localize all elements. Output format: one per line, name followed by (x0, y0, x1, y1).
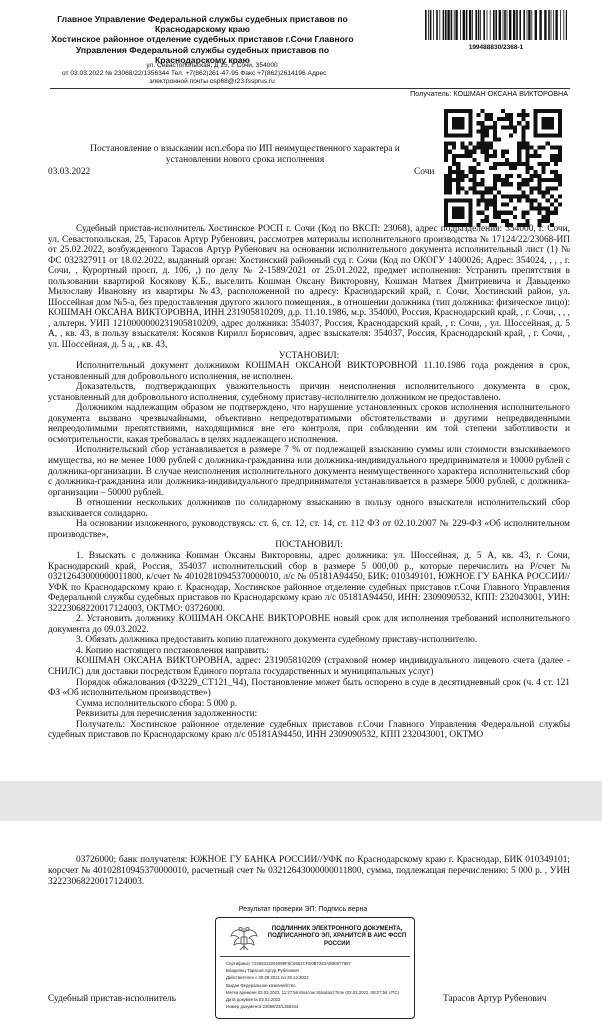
stamp-title: ПОДЛИННИК ЭЛЕКТРОННОГО ДОКУМЕНТА, ПОДПИСАННОГО ЭП, ХРАНИТСЯ В АИС ФССП РОССИИ (267, 926, 407, 947)
org-line: Хостинское районное отделение судебных приставов г.Сочи Главного (51, 34, 354, 45)
organization-header (50, 14, 355, 65)
org-line: Краснодарскому краю (154, 24, 251, 35)
document-city: Сочи (414, 167, 435, 177)
document-title: Постановление о взыскании исп.сбора по ИП неимущественного характера и установлении нового срока исполнения (90, 144, 400, 165)
org-line: Главное Управление Федеральной службы судебных приставов по (57, 14, 348, 24)
resolved-paragraph: Получатель: Хостинское районное отделение судебных приставов г.Сочи Главного Управления Федеральной службы судебных приставов по Краснодарскому краю л/с 05181А94450, ИНН 2309090532, КПП 232043001, ОКТМО (48, 719, 570, 741)
established-paragraph: В отношении нескольких должников по солидарному взысканию в пользу одного взыскателя исполнительский сбор взыскивается солидарно. (48, 498, 570, 519)
signer-name: Тарасов Артур Рубенович (443, 994, 547, 1004)
address-line: электронной почты osp68@r23.fssprus.ru (149, 78, 275, 86)
org-line: Краснодарскому краю (154, 54, 251, 65)
resolved-paragraph: 3. Обязать должника предоставить копию платежного документа судебному приставу-исполнителю. (76, 635, 478, 646)
qr-code-image (444, 109, 562, 227)
established-paragraph: На основании изложенного, руководствуясь: ст. 6, ст. 12, ст. 14, ст. 112 ФЗ от 02.10.2007 № 229-ФЗ «Об исполнительном производстве», (48, 519, 570, 540)
electronic-signature-stamp (215, 917, 415, 1019)
coat-of-arms-icon (228, 924, 260, 954)
established-paragraph: Исполнительный документ должником КОШМАН ОКСАНОЙ ВИКТОРОВНОЙ 11.10.1986 года рождения в срок, установленный для добровольного исполнения, не исполнен. (48, 361, 570, 382)
document-body (48, 224, 570, 741)
resolved-paragraph: Порядок обжалования (Ф3229_СТ121_Ч4), Постановление может быть оспорено в суде в десятидневный срок (ч. 4 ст. 121 ФЗ «Об исполнительном производстве») (48, 677, 570, 699)
established-paragraph: Исполнительский сбор устанавливается в размере 7 % от подлежащей взысканию суммы или стоимости взыскиваемого имущества, но не менее 1000 рублей с должника-гражданина или должника-индивидуального предпринимателя и 10000 рублей с должника-организации. В случае неисполнения исполнительного документа неимущественного характера исполнительский сбор с должника-гражданина или должника-индивидуального предпринимателя устанавливается в размере 5000 рублей, с должника-организации – 50000 рублей. (48, 445, 570, 498)
page-separator (0, 781, 602, 821)
stamp-line: Сертификат 71368313204089F6C6552CFE0B7283A0B0877687 (226, 961, 351, 966)
document-date: 03.03.2022 (48, 167, 91, 177)
resolved-paragraph: 4. Копию настоящего постановления направить: (76, 645, 269, 656)
stamp-details (226, 960, 412, 1010)
address-line: ул. Севастопольская, Д 25, г. Сочи, 354000 (146, 62, 278, 69)
resolved-paragraph: КОШМАН ОКСАНА ВИКТОРОВНА, адрес: 231905810209 (страховой номер индивидуального лицевого счета (далее - СНИЛС) для доставки посредством Единого портала государственных и муниципальных услуг) (48, 656, 570, 677)
org-line: Управления Федеральной службы судебных приставов по (75, 44, 330, 55)
stamp-line: Дата документа 03.03.2022 (226, 997, 281, 1003)
established-paragraph: Доказательств, подтверждающих уважительность причин неисполнения исполнительного документа в срок, установленный для добровольного исполнения, судебному приставу-исполнителю должником не предоставлено. (48, 382, 570, 403)
signer-position: Судебный пристав-исполнитель (48, 994, 176, 1004)
resolved-paragraph: 1. Взыскать с должника Кошман Оксаны Викторовны, адрес должника: ул. Шоссейная, д. 5 А, кв. 43, г. Сочи, Краснодарский край, Россия, 354037 исполнительский сбор в размере 5 000,00 р., которые перечислить на Р/счет № 03212643000000011800, к/счет № 40102810945370000010, л/с № 05181А94450, БИК: 010349101, ЮЖНОЕ ГУ БАНКА РОССИИ//УФК по Краснодарскому краю г. Краснодар, Хостинское районное отделение судебных приставов г.Сочи Главного Управления Федеральной службы судебных приставов по Краснодарскому краю л/с 05181А94450, ИНН: 2309090532, КПП: 232043001, УИН: 32223068220017124003, ОКТМО: 03726000. (48, 550, 570, 614)
heading-established: УСТАНОВИЛ: (278, 350, 340, 361)
resolved-paragraph: Реквизиты для перечисления задолженности: (76, 709, 258, 720)
stamp-divider (220, 956, 410, 957)
continuation-paragraph: 03726000; банк получателя: ЮЖНОЕ ГУ БАНКА РОССИИ//УФК по Краснодарскому краю г. Краснодар, БИК 010349101; корсчет № 40102810945370000010, расчетный счет № 03212643000000011800, сумма, подлежащая перечислению: 5 000 р. , УИН 32223068220017124003. (48, 855, 570, 887)
recipient-line: Получатель: КОШМАН ОКСАНА ВИКТОРОВНА (410, 89, 568, 98)
organization-address (62, 62, 362, 87)
stamp-line: Действителен с 28.09.2021 по 28.12.2022 (226, 975, 309, 981)
document-body-continued (48, 855, 570, 887)
resolved-paragraph: 2. Установить должнику КОШМАН ОКСАНЕ ВИКТОРОВНЕ новый срок для исполнения требований исполнительного документа до 09.03.2022. (48, 614, 570, 635)
stamp-line: Метка времени 03.03.2022, 11:27:56 Moscow Standard Time (03.03.2022, 08:27:56 UTC) (226, 989, 399, 995)
resolved-paragraph: Сумма исполнительского сбора: 5 000 р. (76, 698, 238, 709)
stamp-line: Номер документа 23068/22/1356344 (226, 1004, 299, 1010)
barcode-number: 199488830/2368-1 (468, 44, 524, 51)
address-line: от 03.03.2022 № 23068/22/1356344 Тел. +7(862)261-47-95 Факс +7(862)2614196 Адрес (62, 70, 327, 78)
signature-check-result: Результат проверки ЭП: Подпись верна (238, 906, 368, 913)
barcode-image (425, 10, 567, 40)
intro-paragraph: Судебный пристав-исполнитель Хостинское РОСП г. Сочи (Код по ВКСП: 23068), адрес подразделения: 354000, г. Сочи, ул. Севастопольская, 25, Тарасов Артур Рубенович, рассмотрев материалы исполнительного производства № 17124/22/23068-ИП от 25.02.2022, возбужденного Тарасов Артур Рубенович на основании исполнительного документа исполнительный лист (1) № ФС 032327911 от 18.02.2022, выданный орган: Хостинский районный суд г. Сочи (Код по ОКОГУ 1400026; Адрес: 354024, , , , г. Сочи, , Курортный просп, д. 106, ,) по делу № 2-1589/2021 от 25.01.2022, предмет исполнения: Устранить препятствия в пользовании квартирой Косякову К.Б., выселить Кошман Оксану Викторовну, Кошман Матвея Дмитриевича и Давыденко Милославу Ивановну из квартиры №43, расположенной по адресу: Краснодарский край, г. Сочи, Хостинский район, ул. Шоссейная дом №5-а, без предоставления другого жилого помещения., в отношении должника (тип должника: физическое лицо): КОШМАН ОКСАНА ВИКТОРОВНА, ИНН 231905810209, д.р. 11.10.1986, м.р. 354000, Россия, Краснодарский край, , г. Сочи, , , , , альтерн. УИП 1210000000231905810209, адрес должника: 354037, Россия, Краснодарский край, , г. Сочи, , ул. Шоссейная, д. 5 А, , кв. 43, в пользу взыскателя: Косяков Кирилл Борисович, адрес взыскателя: 354037, Россия, Краснодарский край, , г. Сочи, , ул. Шоссейная, д. 5 а, , кв. 43, (48, 224, 570, 351)
established-paragraph: Должником надлежащим образом не подтверждено, что нарушение установленных сроков исполнения исполнительного документа вызвано чрезвычайными, объективно непредотвратимыми обстоятельствами и другими непредвиденными непреодолимыми препятствиями, находящимися вне его контроля, при соблюдении им той степени заботливости и осмотрительности, какая требовалась в целях надлежащего исполнения. (48, 403, 570, 445)
heading-resolved: ПОСТАНОВИЛ: (275, 540, 343, 551)
stamp-line: Владелец Тарасов Артур Рубенович (226, 968, 300, 974)
stamp-line: Выдан Федеральное казначейство (226, 982, 296, 988)
